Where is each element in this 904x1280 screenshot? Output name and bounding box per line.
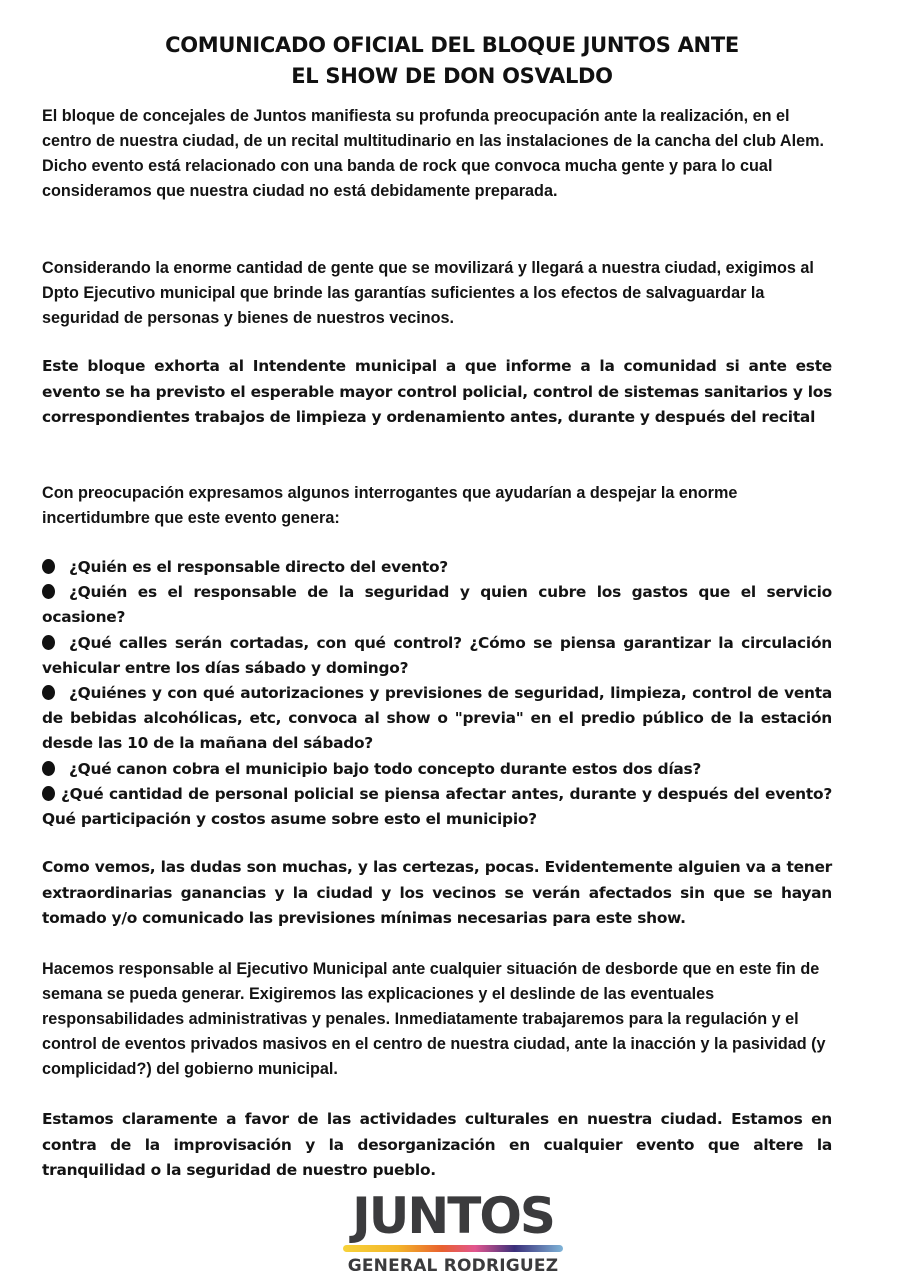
- bullet-icon: [42, 786, 55, 801]
- question-item: ¿Qué calles serán cortadas, con qué control? ¿Cómo se piensa garantizar la circulación vehicular entre los días sábado y domingo?: [42, 633, 832, 677]
- paragraph-demand-guarantees: Considerando la enorme cantidad de gente que se movilizará y llegará a nuestra ciudad, exigimos al Dpto Ejecutivo municipal que brinde las garantías suficientes a los efectos de salvaguardar la seguridad de personas y bienes de nuestros vecinos.: [42, 259, 814, 327]
- bullet-icon: [42, 559, 55, 574]
- bullet-icon: [42, 761, 55, 776]
- paragraph-closing: Estamos claramente a favor de las actividades culturales en nuestra ciudad. Estamos en contra de la improvisación y la desorganización en cualquier evento que altere la tranquilidad o la seguridad de nuestro pueblo.: [42, 1110, 832, 1179]
- paragraph-doubts: Como vemos, las dudas son muchas, y las certezas, pocas. Evidentemente alguien va a tener extraordinarias ganancias y la ciudad y los vecinos se verán afectados sin que se hayan tomado y/o comunicado las previsiones mínimas necesarias para este show.: [42, 858, 832, 927]
- bullet-icon: [42, 685, 55, 700]
- paragraph-responsibility: Hacemos responsable al Ejecutivo Municipal ante cualquier situación de desborde que en este fin de semana se pueda generar. Exigiremos las explicaciones y el deslinde de las eventuales responsabilidades administrativas y penales. Inmediatamente trabajaremos para la regulación y el control de eventos privados masivos en el centro de nuestra ciudad, ante la inacción y la pasividad (y complicidad?) del gobierno municipal.: [42, 960, 826, 1078]
- bullet-icon: [42, 635, 55, 650]
- question-item: ¿Quién es el responsable directo del evento?: [42, 555, 832, 580]
- paragraph-exhort-intendente: Este bloque exhorta al Intendente municipal a que informe a la comunidad si ante este evento se ha previsto el esperable mayor control policial, control de sistemas sanitarios y los correspondientes trabajos de limpieza y ordenamiento antes, durante y después del recital: [42, 357, 832, 426]
- paragraph-questions-intro: Con preocupación expresamos algunos interrogantes que ayudarían a despejar la enorme incertidumbre que este evento genera:: [42, 484, 738, 527]
- juntos-logo: [340, 1187, 566, 1280]
- title-line-2: EL SHOW DE DON OSVALDO: [291, 64, 613, 88]
- question-item: ¿Quiénes y con qué autorizaciones y previsiones de seguridad, limpieza, control de venta de bebidas alcohólicas, etc, convoca al show o "previa" en el predio público de la estación desde las 10 de la mañana del sábado?: [42, 684, 832, 753]
- bullet-icon: [42, 584, 55, 599]
- questions-list: [42, 555, 832, 832]
- logo-subtitle: GENERAL RODRIGUEZ: [347, 1256, 559, 1276]
- title-line-1: COMUNICADO OFICIAL DEL BLOQUE JUNTOS ANTE: [165, 33, 739, 57]
- document-title: [0, 30, 904, 92]
- question-item: ¿Quién es el responsable de la seguridad y quien cubre los gastos que el servicio ocasione?: [42, 583, 832, 627]
- question-item: ¿Qué cantidad de personal policial se piensa afectar antes, durante y después del evento? Qué participación y costos asume sobre esto el municipio?: [42, 784, 832, 829]
- question-item: ¿Qué canon cobra el municipio bajo todo concepto durante estos dos días?: [42, 757, 832, 782]
- paragraph-intro: El bloque de concejales de Juntos manifiesta su profunda preocupación ante la realización, en el centro de nuestra ciudad, de un recital multitudinario en las instalaciones de la cancha del club Alem. Dicho evento está relacionado con una banda de rock que convoca mucha gente y para lo cual consideramos que nuestra ciudad no está debidamente preparada.: [42, 107, 825, 200]
- logo-wordmark: JUNTOS: [352, 1187, 554, 1245]
- logo-color-bar: [343, 1245, 563, 1252]
